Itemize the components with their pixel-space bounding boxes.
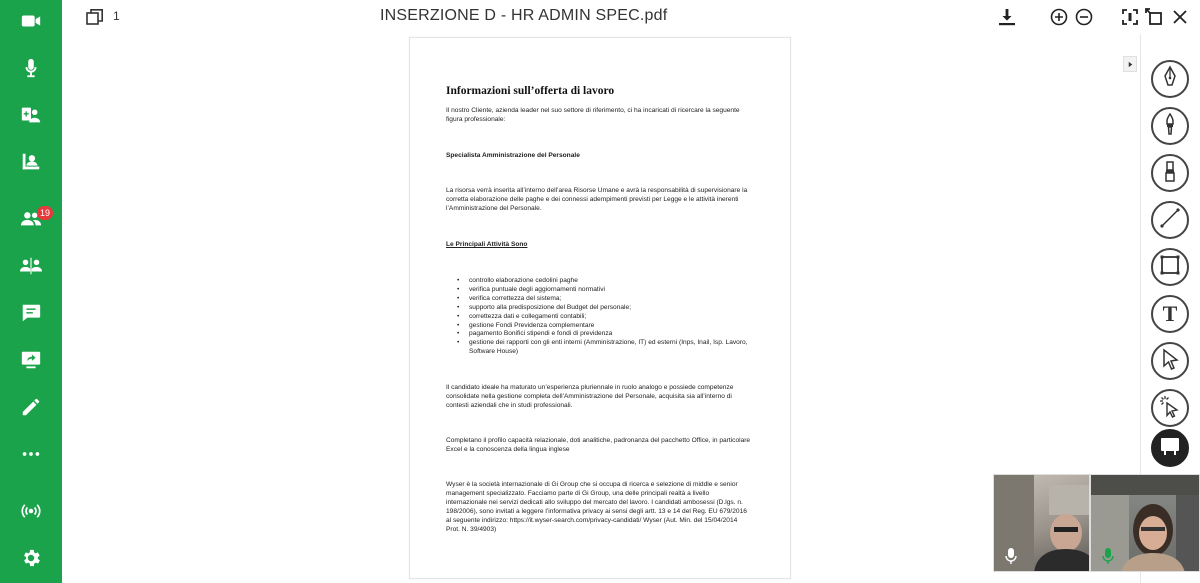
select-tool[interactable] [1151, 342, 1189, 380]
document-title: INSERZIONE D - HR ADMIN SPEC.pdf [380, 7, 668, 24]
microphone-button[interactable] [0, 50, 62, 90]
list-item: • pagamento Bonifici stipendi e fondi di previdenza [446, 330, 752, 339]
breakout-button[interactable] [0, 248, 62, 288]
broadcast-icon [20, 500, 42, 527]
pdf-company: Wyser è la società internazionale di Gi Group che si occupa di ricerca e selezione di middle e senior management specializzato. Facciamo parte di Gi Group, una delle principali realtà a livello internazionale nei servizi dedicati allo sviluppo del mercato del lavoro. I candidati ambosessi (D.lgs. n. 198/2006), sono invitati a leggere l’informativa privacy ai sensi degli artt. 13 e 14 del Reg. EU 679/2016 al seguente indirizzo: https://it.wyser-search.com/privacy-candidati/ Wyser (Aut. Min. del 15/04/2014 Prot. N. 39/4903) [446, 481, 747, 533]
highlighter-tool[interactable] [1151, 154, 1189, 192]
rectangle-tool[interactable] [1151, 248, 1189, 286]
pdf-activities-list [446, 277, 752, 357]
whiteboard-icon [1158, 434, 1182, 463]
pdf-viewer[interactable] [62, 34, 1138, 583]
document-header [62, 0, 1200, 34]
fullscreen-icon[interactable] [1144, 7, 1164, 27]
video-camera-icon [20, 10, 42, 37]
whiteboard-tool[interactable] [1151, 429, 1189, 467]
close-icon[interactable] [1170, 7, 1190, 27]
line-tool[interactable] [1151, 201, 1189, 239]
line-icon [1158, 206, 1182, 235]
list-item: • supporto alla predisposizione del Budget del personale; [446, 304, 752, 313]
page-count: 1 [113, 9, 120, 23]
muted-mic-icon [1004, 547, 1018, 565]
pdf-role-description: La risorsa verrà inserita all’interno dell’area Risorse Umane e avrà la responsabilità di supervisionare la corretta elaborazione delle paghe e dei connessi adempimenti previsti per Legge e le attività inerenti l’Amministrazione del Personale. [446, 187, 748, 212]
more-button[interactable] [0, 436, 62, 476]
pointer-tool[interactable] [1151, 389, 1189, 427]
participant-button[interactable] [0, 144, 62, 184]
brush-tool[interactable] [1151, 107, 1189, 145]
pen-nib-icon [1158, 65, 1182, 94]
settings-button[interactable] [0, 540, 62, 580]
pdf-heading: Informazioni sull’offerta di lavoro [446, 85, 615, 97]
participants-count-badge: 19 [37, 206, 53, 220]
screen-share-icon [20, 349, 42, 376]
add-participant-button[interactable] [0, 97, 62, 137]
highlighter-icon [1158, 159, 1182, 188]
pdf-role-title: Specialista Amministrazione del Personale [446, 152, 580, 159]
rectangle-icon [1158, 253, 1182, 282]
annotate-button[interactable] [0, 389, 62, 429]
sidebar [0, 0, 62, 583]
download-icon[interactable] [997, 7, 1017, 27]
fit-page-icon[interactable] [1120, 7, 1140, 27]
laser-pointer-icon [1158, 394, 1182, 423]
list-item: • correttezza dati e collegamenti contabili; [446, 313, 752, 322]
text-icon: T [1162, 301, 1178, 326]
cursor-icon [1158, 347, 1182, 376]
participant-video[interactable] [993, 474, 1090, 572]
microphone-icon [20, 57, 42, 84]
list-item: • verifica correttezza del sistema; [446, 295, 752, 304]
zoom-in-icon[interactable] [1049, 7, 1069, 27]
pdf-ideal-candidate: Il candidato ideale ha maturato un’esperienza pluriennale in ruolo analogo e possiede competenze consolidate nella gestione completa dell’Amministrazione del Personale, acquisita sia all’interno di contesti aziendali che in studi professionali. [446, 384, 734, 409]
pen-tool[interactable] [1151, 60, 1189, 98]
pdf-activities-title: Le Principali Attività Sono [446, 241, 528, 248]
pdf-profile: Completano il profilo capacità relazionale, doti analitiche, padronanza del pacchetto Office, in particolare Excel e la conoscenza della lingua inglese [446, 437, 751, 453]
list-item: • gestione dei rapporti con gli enti interni (Amministrazione, IT) ed esterni (Inps, Inail, Isp. Lavoro, Software House) [446, 339, 752, 357]
camera-button[interactable] [0, 3, 62, 43]
list-item: • verifica puntuale degli aggiornamenti normativi [446, 286, 752, 295]
video-panel [993, 474, 1200, 572]
people-split-icon [20, 255, 42, 282]
brush-icon [1158, 112, 1182, 141]
pages-icon[interactable] [86, 8, 104, 26]
more-dots-icon [20, 443, 42, 470]
chevron-right-icon [1127, 55, 1134, 73]
add-person-icon [20, 104, 42, 131]
gear-icon [20, 547, 42, 574]
participant-video[interactable] [1090, 474, 1200, 572]
pencil-icon [20, 396, 42, 423]
toolbar-toggle-button[interactable] [1123, 56, 1137, 72]
text-tool[interactable] [1151, 295, 1189, 333]
zoom-out-icon[interactable] [1074, 7, 1094, 27]
participants-button[interactable] [0, 201, 62, 241]
chat-button[interactable] [0, 295, 62, 335]
pdf-intro: Il nostro Cliente, azienda leader nel suo settore di riferimento, ci ha incaricati di ricercare la seguente figura professionale: [446, 107, 740, 123]
broadcast-button[interactable] [0, 493, 62, 533]
active-mic-icon [1101, 547, 1115, 565]
pdf-page [409, 37, 791, 579]
share-screen-button[interactable] [0, 342, 62, 382]
chat-icon [20, 302, 42, 329]
list-item: • gestione Fondi Previdenza complementare [446, 322, 752, 331]
list-item: • controllo elaborazione cedolini paghe [446, 277, 752, 286]
person-card-icon [20, 151, 42, 178]
